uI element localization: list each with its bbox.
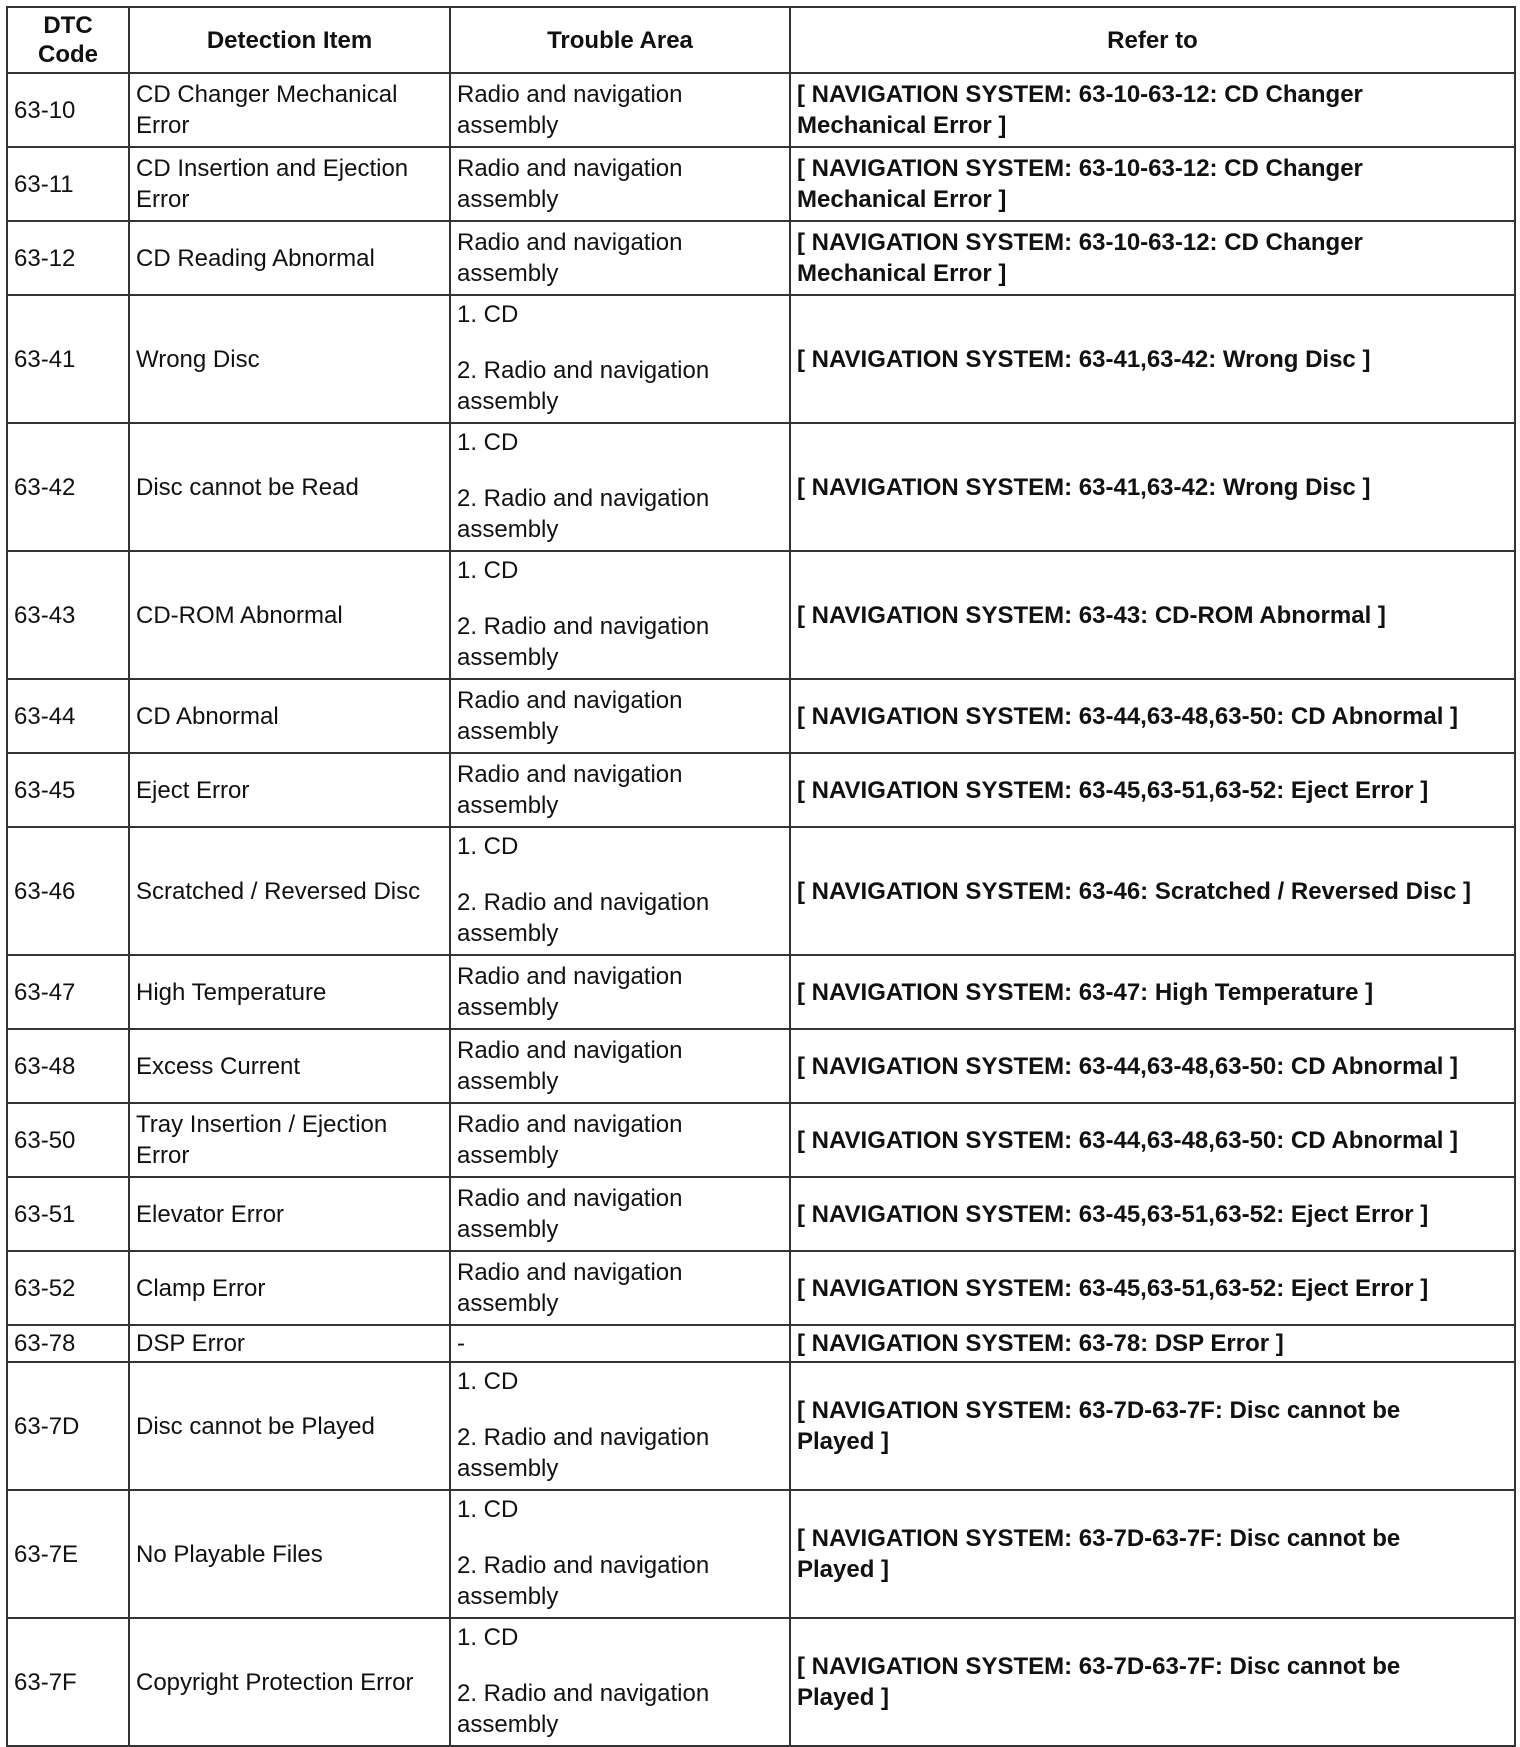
detection-line: CD Changer Mechanical bbox=[136, 81, 398, 108]
cell-trouble-area bbox=[450, 1251, 790, 1325]
table-row bbox=[7, 1177, 1515, 1251]
refer-line: Played ] bbox=[797, 1684, 890, 1711]
trouble-line: Radio and navigation bbox=[457, 155, 683, 182]
refer-line: [ NAVIGATION SYSTEM: 63-10-63-12: CD Changer bbox=[797, 155, 1363, 182]
cell-refer-to bbox=[790, 1103, 1515, 1177]
trouble-item-2-line: 2. Radio and navigation bbox=[457, 613, 710, 640]
refer-line: [ NAVIGATION SYSTEM: 63-47: High Temperature ] bbox=[797, 978, 1374, 1006]
refer-line: [ NAVIGATION SYSTEM: 63-45,63-51,63-52: Eject Error ] bbox=[797, 1200, 1429, 1228]
trouble-item-2-line: assembly bbox=[457, 644, 559, 671]
cell-dtc-code: 63-46 bbox=[7, 827, 129, 955]
cell-refer-to bbox=[790, 1618, 1515, 1746]
table-row bbox=[7, 753, 1515, 827]
cell-dtc-code: 63-41 bbox=[7, 295, 129, 423]
cell-dtc-code: 63-50 bbox=[7, 1103, 129, 1177]
cell-trouble-area bbox=[450, 1325, 790, 1362]
detection-line: DSP Error bbox=[136, 1330, 245, 1357]
cell-refer-to bbox=[790, 551, 1515, 679]
cell-detection-item bbox=[129, 221, 450, 295]
cell-trouble-area bbox=[450, 1177, 790, 1251]
trouble-line: assembly bbox=[457, 260, 559, 287]
detection-line: High Temperature bbox=[136, 978, 327, 1006]
cell-detection-item bbox=[129, 295, 450, 423]
cell-trouble-area bbox=[450, 679, 790, 753]
detection-line: CD Reading Abnormal bbox=[136, 244, 375, 272]
trouble-item-2-line: 2. Radio and navigation bbox=[457, 357, 710, 384]
cell-trouble-area bbox=[450, 551, 790, 679]
cell-trouble-area bbox=[450, 955, 790, 1029]
cell-dtc-code: 63-78 bbox=[7, 1325, 129, 1362]
trouble-item-2-line: 2. Radio and navigation bbox=[457, 1424, 710, 1451]
trouble-item-1: 1. CD bbox=[457, 557, 519, 584]
cell-detection-item bbox=[129, 753, 450, 827]
cell-detection-item bbox=[129, 1177, 450, 1251]
cell-trouble-area bbox=[450, 827, 790, 955]
refer-line: [ NAVIGATION SYSTEM: 63-41,63-42: Wrong Disc ] bbox=[797, 345, 1371, 373]
cell-trouble-area bbox=[450, 423, 790, 551]
trouble-line: assembly bbox=[457, 112, 559, 139]
cell-refer-to bbox=[790, 73, 1515, 147]
refer-line: [ NAVIGATION SYSTEM: 63-10-63-12: CD Changer bbox=[797, 229, 1363, 256]
cell-trouble-area bbox=[450, 1362, 790, 1490]
table-header bbox=[7, 7, 1515, 73]
trouble-item-2-line: 2. Radio and navigation bbox=[457, 889, 710, 916]
detection-line: Error bbox=[136, 186, 190, 213]
refer-line: [ NAVIGATION SYSTEM: 63-45,63-51,63-52: Eject Error ] bbox=[797, 1274, 1429, 1302]
trouble-item-2-line: assembly bbox=[457, 1583, 559, 1610]
detection-line: Excess Current bbox=[136, 1052, 301, 1080]
cell-refer-to bbox=[790, 679, 1515, 753]
detection-line: Clamp Error bbox=[136, 1274, 266, 1302]
cell-detection-item bbox=[129, 1029, 450, 1103]
trouble-item-1: 1. CD bbox=[457, 1368, 519, 1395]
refer-line: [ NAVIGATION SYSTEM: 63-46: Scratched / Reversed Disc ] bbox=[797, 877, 1471, 905]
refer-line: [ NAVIGATION SYSTEM: 63-45,63-51,63-52: Eject Error ] bbox=[797, 776, 1429, 804]
cell-refer-to bbox=[790, 753, 1515, 827]
refer-line: Mechanical Error ] bbox=[797, 260, 1007, 287]
header-row bbox=[7, 7, 1515, 73]
refer-line: [ NAVIGATION SYSTEM: 63-7D-63-7F: Disc cannot be bbox=[797, 1397, 1401, 1424]
trouble-line: assembly bbox=[457, 1068, 559, 1095]
cell-refer-to bbox=[790, 221, 1515, 295]
trouble-line: Radio and navigation bbox=[457, 963, 683, 990]
detection-line: Eject Error bbox=[136, 776, 250, 804]
cell-dtc-code: 63-48 bbox=[7, 1029, 129, 1103]
detection-line: No Playable Files bbox=[136, 1540, 323, 1568]
cell-refer-to bbox=[790, 1029, 1515, 1103]
header-detection-item: Detection Item bbox=[129, 7, 450, 73]
detection-line: Wrong Disc bbox=[136, 345, 260, 373]
refer-line: [ NAVIGATION SYSTEM: 63-78: DSP Error ] bbox=[797, 1330, 1284, 1357]
trouble-line: assembly bbox=[457, 1216, 559, 1243]
table-row bbox=[7, 1103, 1515, 1177]
table-row bbox=[7, 1325, 1515, 1362]
trouble-item-1: 1. CD bbox=[457, 429, 519, 456]
trouble-line: Radio and navigation bbox=[457, 687, 683, 714]
header-refer-to: Refer to bbox=[790, 7, 1515, 73]
trouble-item-2-line: 2. Radio and navigation bbox=[457, 485, 710, 512]
cell-detection-item bbox=[129, 1251, 450, 1325]
refer-line: [ NAVIGATION SYSTEM: 63-43: CD-ROM Abnormal ] bbox=[797, 601, 1386, 629]
cell-trouble-area bbox=[450, 147, 790, 221]
cell-dtc-code: 63-47 bbox=[7, 955, 129, 1029]
cell-dtc-code: 63-11 bbox=[7, 147, 129, 221]
cell-trouble-area bbox=[450, 295, 790, 423]
cell-detection-item bbox=[129, 423, 450, 551]
detection-line: Error bbox=[136, 112, 190, 139]
table-row bbox=[7, 551, 1515, 679]
trouble-line: Radio and navigation bbox=[457, 761, 683, 788]
trouble-line: - bbox=[457, 1330, 465, 1357]
refer-line: Mechanical Error ] bbox=[797, 112, 1007, 139]
table-row bbox=[7, 1362, 1515, 1490]
table-row bbox=[7, 147, 1515, 221]
trouble-item-2-line: assembly bbox=[457, 1455, 559, 1482]
cell-trouble-area bbox=[450, 1618, 790, 1746]
table-row bbox=[7, 221, 1515, 295]
cell-refer-to bbox=[790, 955, 1515, 1029]
cell-dtc-code: 63-45 bbox=[7, 753, 129, 827]
trouble-item-2-line: assembly bbox=[457, 1711, 559, 1738]
detection-line: Error bbox=[136, 1142, 190, 1169]
table-row bbox=[7, 1251, 1515, 1325]
trouble-item-2-line: 2. Radio and navigation bbox=[457, 1552, 710, 1579]
header-dtc-code bbox=[7, 7, 129, 73]
trouble-line: Radio and navigation bbox=[457, 1111, 683, 1138]
cell-dtc-code: 63-7D bbox=[7, 1362, 129, 1490]
cell-dtc-code: 63-43 bbox=[7, 551, 129, 679]
cell-dtc-code: 63-10 bbox=[7, 73, 129, 147]
cell-refer-to bbox=[790, 827, 1515, 955]
cell-detection-item bbox=[129, 955, 450, 1029]
cell-detection-item bbox=[129, 551, 450, 679]
refer-line: Played ] bbox=[797, 1428, 890, 1455]
trouble-item-2-line: assembly bbox=[457, 388, 559, 415]
cell-trouble-area bbox=[450, 73, 790, 147]
header-trouble-area: Trouble Area bbox=[450, 7, 790, 73]
trouble-item-1: 1. CD bbox=[457, 833, 519, 860]
refer-line: [ NAVIGATION SYSTEM: 63-44,63-48,63-50: CD Abnormal ] bbox=[797, 1052, 1459, 1080]
refer-line: Played ] bbox=[797, 1556, 890, 1583]
cell-refer-to bbox=[790, 147, 1515, 221]
detection-line: Copyright Protection Error bbox=[136, 1668, 414, 1696]
detection-line: CD Insertion and Ejection bbox=[136, 155, 409, 182]
cell-dtc-code: 63-12 bbox=[7, 221, 129, 295]
trouble-line: Radio and navigation bbox=[457, 1259, 683, 1286]
trouble-item-2-line: 2. Radio and navigation bbox=[457, 1680, 710, 1707]
trouble-line: assembly bbox=[457, 186, 559, 213]
detection-line: CD-ROM Abnormal bbox=[136, 601, 343, 629]
cell-dtc-code: 63-52 bbox=[7, 1251, 129, 1325]
refer-line: Mechanical Error ] bbox=[797, 186, 1007, 213]
cell-detection-item bbox=[129, 1618, 450, 1746]
trouble-item-1: 1. CD bbox=[457, 301, 519, 328]
table-row bbox=[7, 1618, 1515, 1746]
trouble-item-2-line: assembly bbox=[457, 516, 559, 543]
cell-trouble-area bbox=[450, 1103, 790, 1177]
table-row bbox=[7, 73, 1515, 147]
refer-line: [ NAVIGATION SYSTEM: 63-7D-63-7F: Disc cannot be bbox=[797, 1525, 1401, 1552]
detection-line: Disc cannot be Played bbox=[136, 1412, 375, 1440]
refer-line: [ NAVIGATION SYSTEM: 63-41,63-42: Wrong Disc ] bbox=[797, 473, 1371, 501]
cell-detection-item bbox=[129, 827, 450, 955]
trouble-line: Radio and navigation bbox=[457, 81, 683, 108]
detection-line: CD Abnormal bbox=[136, 702, 279, 730]
cell-refer-to bbox=[790, 295, 1515, 423]
cell-refer-to bbox=[790, 423, 1515, 551]
cell-refer-to bbox=[790, 1325, 1515, 1362]
cell-trouble-area bbox=[450, 753, 790, 827]
cell-dtc-code: 63-44 bbox=[7, 679, 129, 753]
detection-line: Tray Insertion / Ejection bbox=[136, 1111, 388, 1138]
cell-detection-item bbox=[129, 1490, 450, 1618]
cell-dtc-code: 63-7E bbox=[7, 1490, 129, 1618]
trouble-line: assembly bbox=[457, 792, 559, 819]
trouble-line: Radio and navigation bbox=[457, 1037, 683, 1064]
dtc-table bbox=[6, 6, 1516, 1747]
header-dtc-code-line1: DTC bbox=[43, 12, 93, 39]
table-row bbox=[7, 295, 1515, 423]
detection-line: Elevator Error bbox=[136, 1200, 285, 1228]
cell-refer-to bbox=[790, 1362, 1515, 1490]
cell-dtc-code: 63-51 bbox=[7, 1177, 129, 1251]
trouble-item-1: 1. CD bbox=[457, 1496, 519, 1523]
trouble-line: Radio and navigation bbox=[457, 1185, 683, 1212]
trouble-item-2-line: assembly bbox=[457, 920, 559, 947]
cell-refer-to bbox=[790, 1177, 1515, 1251]
cell-refer-to bbox=[790, 1251, 1515, 1325]
trouble-item-1: 1. CD bbox=[457, 1624, 519, 1651]
trouble-line: assembly bbox=[457, 994, 559, 1021]
refer-line: [ NAVIGATION SYSTEM: 63-44,63-48,63-50: CD Abnormal ] bbox=[797, 1126, 1459, 1154]
table-row bbox=[7, 679, 1515, 753]
table-row bbox=[7, 423, 1515, 551]
cell-trouble-area bbox=[450, 221, 790, 295]
refer-line: [ NAVIGATION SYSTEM: 63-10-63-12: CD Changer bbox=[797, 81, 1363, 108]
table-row bbox=[7, 1490, 1515, 1618]
refer-line: [ NAVIGATION SYSTEM: 63-7D-63-7F: Disc cannot be bbox=[797, 1653, 1401, 1680]
detection-line: Scratched / Reversed Disc bbox=[136, 877, 421, 905]
table-row bbox=[7, 1029, 1515, 1103]
cell-detection-item bbox=[129, 1103, 450, 1177]
cell-detection-item bbox=[129, 73, 450, 147]
trouble-line: Radio and navigation bbox=[457, 229, 683, 256]
cell-dtc-code: 63-42 bbox=[7, 423, 129, 551]
trouble-line: assembly bbox=[457, 718, 559, 745]
table-row bbox=[7, 955, 1515, 1029]
refer-line: [ NAVIGATION SYSTEM: 63-44,63-48,63-50: CD Abnormal ] bbox=[797, 702, 1459, 730]
detection-line: Disc cannot be Read bbox=[136, 473, 359, 501]
cell-detection-item bbox=[129, 1362, 450, 1490]
cell-dtc-code: 63-7F bbox=[7, 1618, 129, 1746]
cell-detection-item bbox=[129, 147, 450, 221]
table-body bbox=[7, 73, 1515, 1746]
trouble-line: assembly bbox=[457, 1142, 559, 1169]
cell-detection-item bbox=[129, 1325, 450, 1362]
cell-refer-to bbox=[790, 1490, 1515, 1618]
table-row bbox=[7, 827, 1515, 955]
cell-trouble-area bbox=[450, 1490, 790, 1618]
cell-trouble-area bbox=[450, 1029, 790, 1103]
header-dtc-code-line2: Code bbox=[38, 41, 98, 68]
trouble-line: assembly bbox=[457, 1290, 559, 1317]
cell-detection-item bbox=[129, 679, 450, 753]
